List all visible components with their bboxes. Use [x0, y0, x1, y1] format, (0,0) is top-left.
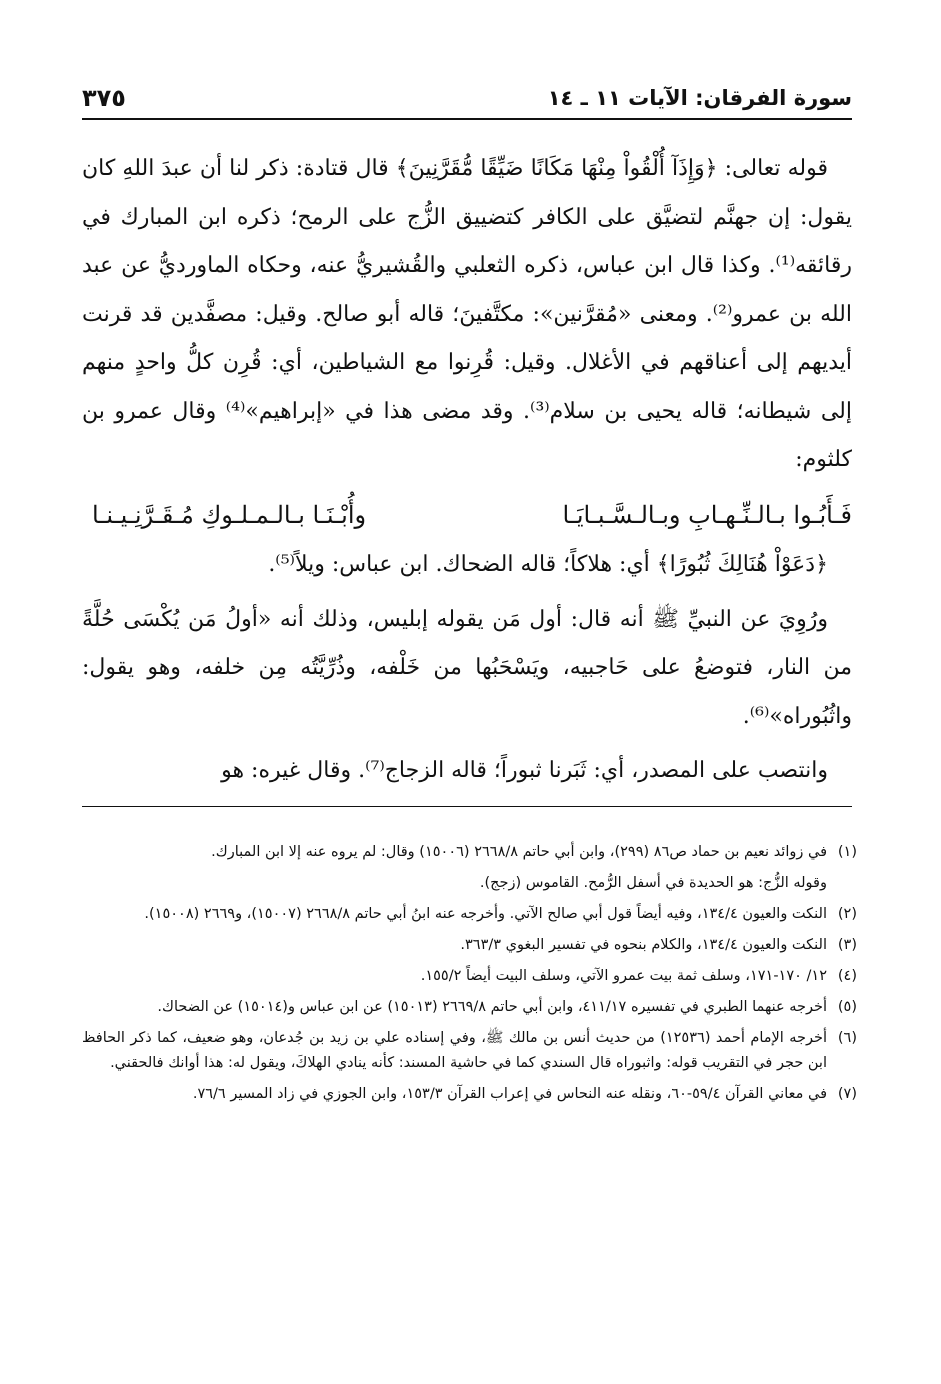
footnote: [82, 1082, 857, 1107]
poetry-verse: [82, 491, 852, 540]
footnote: [82, 933, 857, 958]
footnote-text: في زوائد نعيم بن حماد ص٨٦ (٢٩٩)، وابن أبي حاتم ٢٦٦٨/٨ (١٥٠٠٦) وقال: لم يروه عنه إلا ابن المبارك.: [211, 844, 827, 860]
footnote-separator: [82, 806, 852, 807]
footnote: [82, 995, 857, 1020]
paragraph-1: قوله تعالى: ﴿وَإِذَآ أُلْقُواْ مِنْهَا مَكَانًا ضَيِّقًا مُّقَرَّنِينَ﴾ قال قتادة: ذكر لنا أن عبدَ اللهِ كان يقول: إن جهنَّم لتضيَّق على الكافر كتضييق الزُّج على الرمح؛ ذكره ابن المبارك في رقائقه⁽¹⁾. وكذا قال ابن عباس، ذكره الثعلبي والقُشيريُّ عنه، وحكاه الماورديُّ عن عبد الله بن عمرو⁽²⁾. ومعنى «مُقرَّنين»: مكتَّفينَ؛ قاله أبو صالح. وقيل: مصفَّدين قد قرنت أيديهم إلى أعناقهم في الأغلال. وقيل: قُرِنوا مع الشياطين، أي: قُرِن كلُّ واحدٍ منهم إلى شيطانه؛ قاله يحيى بن سلام⁽³⁾. وقد مضى هذا في «إبراهيم»⁽⁴⁾ وقال عمرو بن كلثوم:: [82, 156, 852, 472]
footnote-continuation: وقوله الزُّج: هو الحديدة في أسفل الرُّمح. القاموس (زجج).: [479, 875, 827, 891]
paragraph-3: ورُوِيَ عن النبيِّ ﷺ أنه قال: أول مَن يقوله إبليس، وذلك أنه «أولُ مَن يُكْسَى حُلَّةً من النار، فتوضعُ على حَاجبيه، ويَسْحَبُها من خَلْفه، وذُرِّيَّتُه مِن خلفه، وهو يقول: واثُبُوراه»⁽⁶⁾.: [82, 606, 852, 729]
verse-second-hemistich: وأُبْـنَـا بـالـمـلـوكِ مُـقَـرَّنِـيـنـا: [92, 500, 367, 529]
footnote: [82, 840, 857, 865]
footnote-number: (٣): [837, 937, 857, 953]
footnote-number: (٤): [837, 968, 857, 984]
paragraph-2: ﴿دَعَوْاْ هُنَالِكَ ثُبُورًا﴾ أي: هلاكاً؛ قاله الضحاك. ابن عباس: ويلاً⁽⁵⁾.: [268, 552, 828, 577]
footnote: [82, 902, 857, 927]
paragraph-4: وانتصب على المصدر، أي: ثَبَرنا ثبوراً؛ قاله الزجاج⁽⁷⁾. وقال غيره: هو: [221, 758, 828, 783]
footnote-number: (٧): [837, 1086, 857, 1102]
footnote-text: النكت والعيون ١٣٤/٤، وفيه أيضاً قول أبي صالح الآتي. وأخرجه عنه ابنُ أبي حاتم ٢٦٦٨/٨ (١٥٠٠٧)، و٢٦٦٩ (١٥٠٠٨).: [144, 906, 827, 922]
footnote-text: النكت والعيون ١٣٤/٤، والكلام بنحوه في تفسير البغوي ٣٦٣/٣.: [460, 937, 827, 953]
footnote-text: ١٢/ ١٧٠-١٧١، وسلف ثمة بيت عمرو الآتي، وسلف البيت أيضاً ١٥٥/٢.: [420, 968, 827, 984]
footnote-number: (٢): [837, 906, 857, 922]
footnote-text: أخرجه الإمام أحمد (١٢٥٣٦) من حديث أنس بن مالك ﷺ، وفي إسناده علي بن زيد بن جُدعان، وهو ضعيف، كما ذكر الحافظ ابن حجر في التقريب قوله: واثبوراه قال السندي كما في حاشية المسند: كأنه ينادي الهلاكَ، ويقول له: هذا أوانك فالحقني.: [82, 1030, 827, 1071]
verse-first-hemistich: فَـأَبُـوا بـالـنِّـهـابِ وبـالـسَّـبـايَـا: [562, 500, 852, 529]
footnote-number: (١): [837, 844, 857, 860]
running-title: سورة الفرقان: الآيات ١١ ـ ١٤: [547, 86, 852, 110]
footnote-number: (٥): [837, 999, 857, 1015]
footnote-number: (٦): [837, 1030, 857, 1046]
page-number: ٣٧٥: [82, 84, 126, 112]
page-header: [82, 82, 852, 120]
footnotes: [82, 840, 857, 1113]
main-text: [82, 145, 852, 796]
footnote: [82, 1026, 857, 1076]
footnote: [82, 964, 857, 989]
footnote-text: في معاني القرآن ٥٩/٤-٦٠، ونقله عنه النحاس في إعراب القرآن ١٥٣/٣، وابن الجوزي في زاد المسير ٧٦/٦.: [192, 1086, 827, 1102]
footnote-text: أخرجه عنهما الطبري في تفسيره ٤١١/١٧، وابن أبي حاتم ٢٦٦٩/٨ (١٥٠١٣) عن ابن عباس و(١٥٠١٤) عن الضحاك.: [157, 999, 827, 1015]
